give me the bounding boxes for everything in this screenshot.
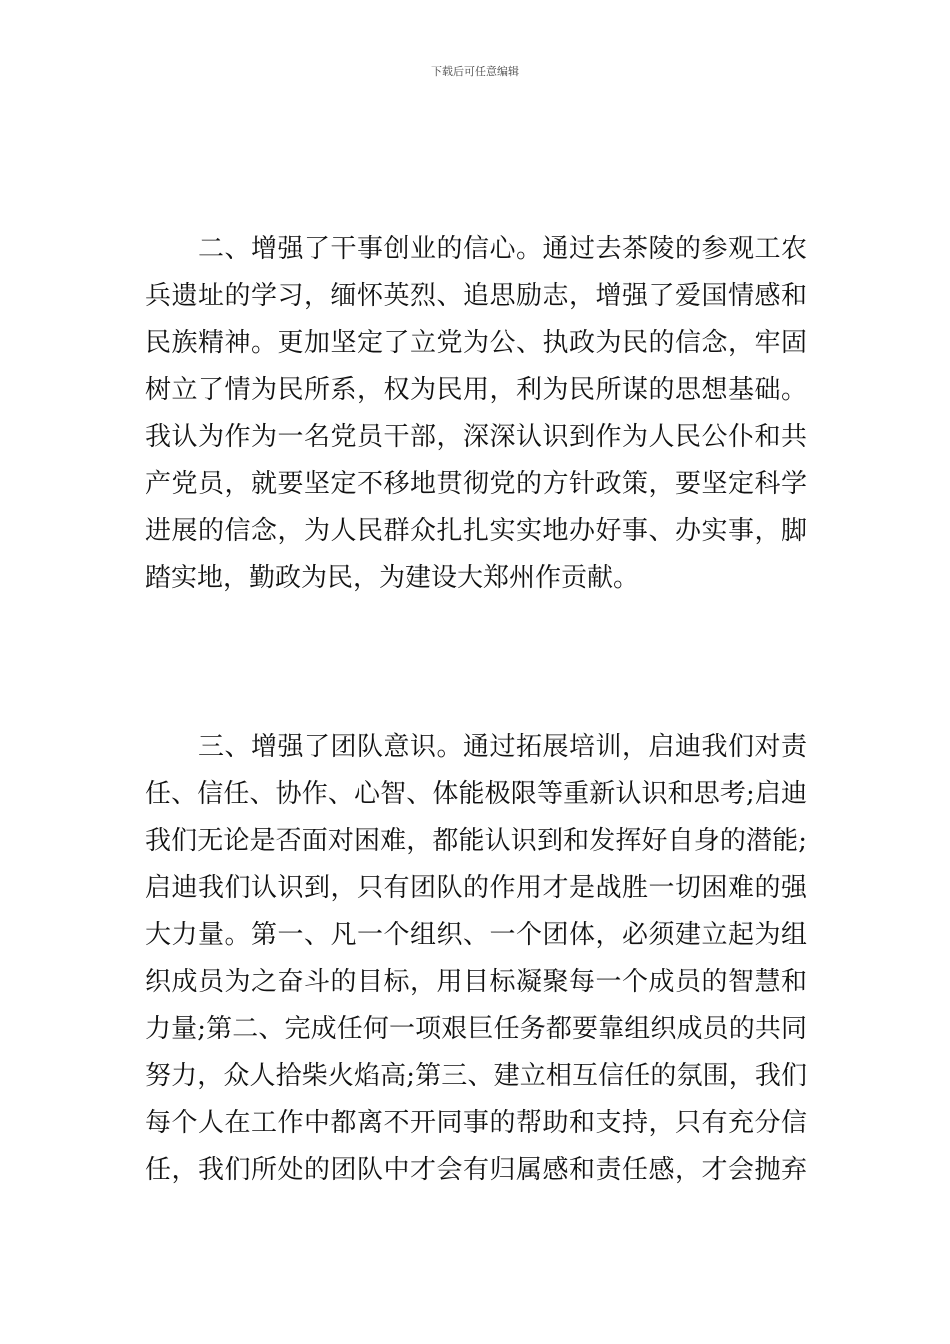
text-line: 任、信任、协作、心智、体能极限等重新认识和思考;启迪 <box>145 779 807 809</box>
text-line: 任，我们所处的团队中才会有归属感和责任感，才会抛弃 <box>145 1155 807 1185</box>
text-line: 民族精神。更加坚定了立党为公、执政为民的信念，牢固 <box>145 328 807 358</box>
text-line: 三、增强了团队意识。通过拓展培训，启迪我们对责 <box>145 732 807 762</box>
text-line: 我认为作为一名党员干部，深深认识到作为人民公仆和共 <box>145 422 807 452</box>
text-line: 织成员为之奋斗的目标，用目标凝聚每一个成员的智慧和 <box>145 967 807 997</box>
paragraph-3-team-awareness <box>145 724 807 1194</box>
text-line: 大力量。第一、凡一个组织、一个团体，必须建立起为组 <box>145 920 807 950</box>
text-line: 启迪我们认识到，只有团队的作用才是战胜一切困难的强 <box>145 873 807 903</box>
text-line: 每个人在工作中都离不开同事的帮助和支持，只有充分信 <box>145 1108 807 1138</box>
text-line: 树立了情为民所系，权为民用，利为民所谋的思想基础。 <box>145 375 807 405</box>
text-line: 产党员，就要坚定不移地贯彻党的方针政策，要坚定科学 <box>145 469 807 499</box>
text-line: 二、增强了干事创业的信心。通过去茶陵的参观工农 <box>145 234 807 264</box>
text-line: 力量;第二、完成任何一项艰巨任务都要靠组织成员的共同 <box>145 1014 807 1044</box>
text-line: 我们无论是否面对困难，都能认识到和发挥好自身的潜能; <box>145 826 807 856</box>
text-line: 进展的信念，为人民群众扎扎实实地办好事、办实事，脚 <box>145 516 807 546</box>
page-header: 下载后可任意编辑 <box>431 65 519 78</box>
text-line: 踏实地，勤政为民，为建设大郑州作贡献。 <box>145 563 640 593</box>
text-line: 努力，众人拾柴火焰高;第三、建立相互信任的氛围，我们 <box>145 1061 807 1091</box>
text-line: 兵遗址的学习，缅怀英烈、追思励志，增强了爱国情感和 <box>145 281 807 311</box>
paragraph-2-strengthen-confidence <box>145 226 807 602</box>
